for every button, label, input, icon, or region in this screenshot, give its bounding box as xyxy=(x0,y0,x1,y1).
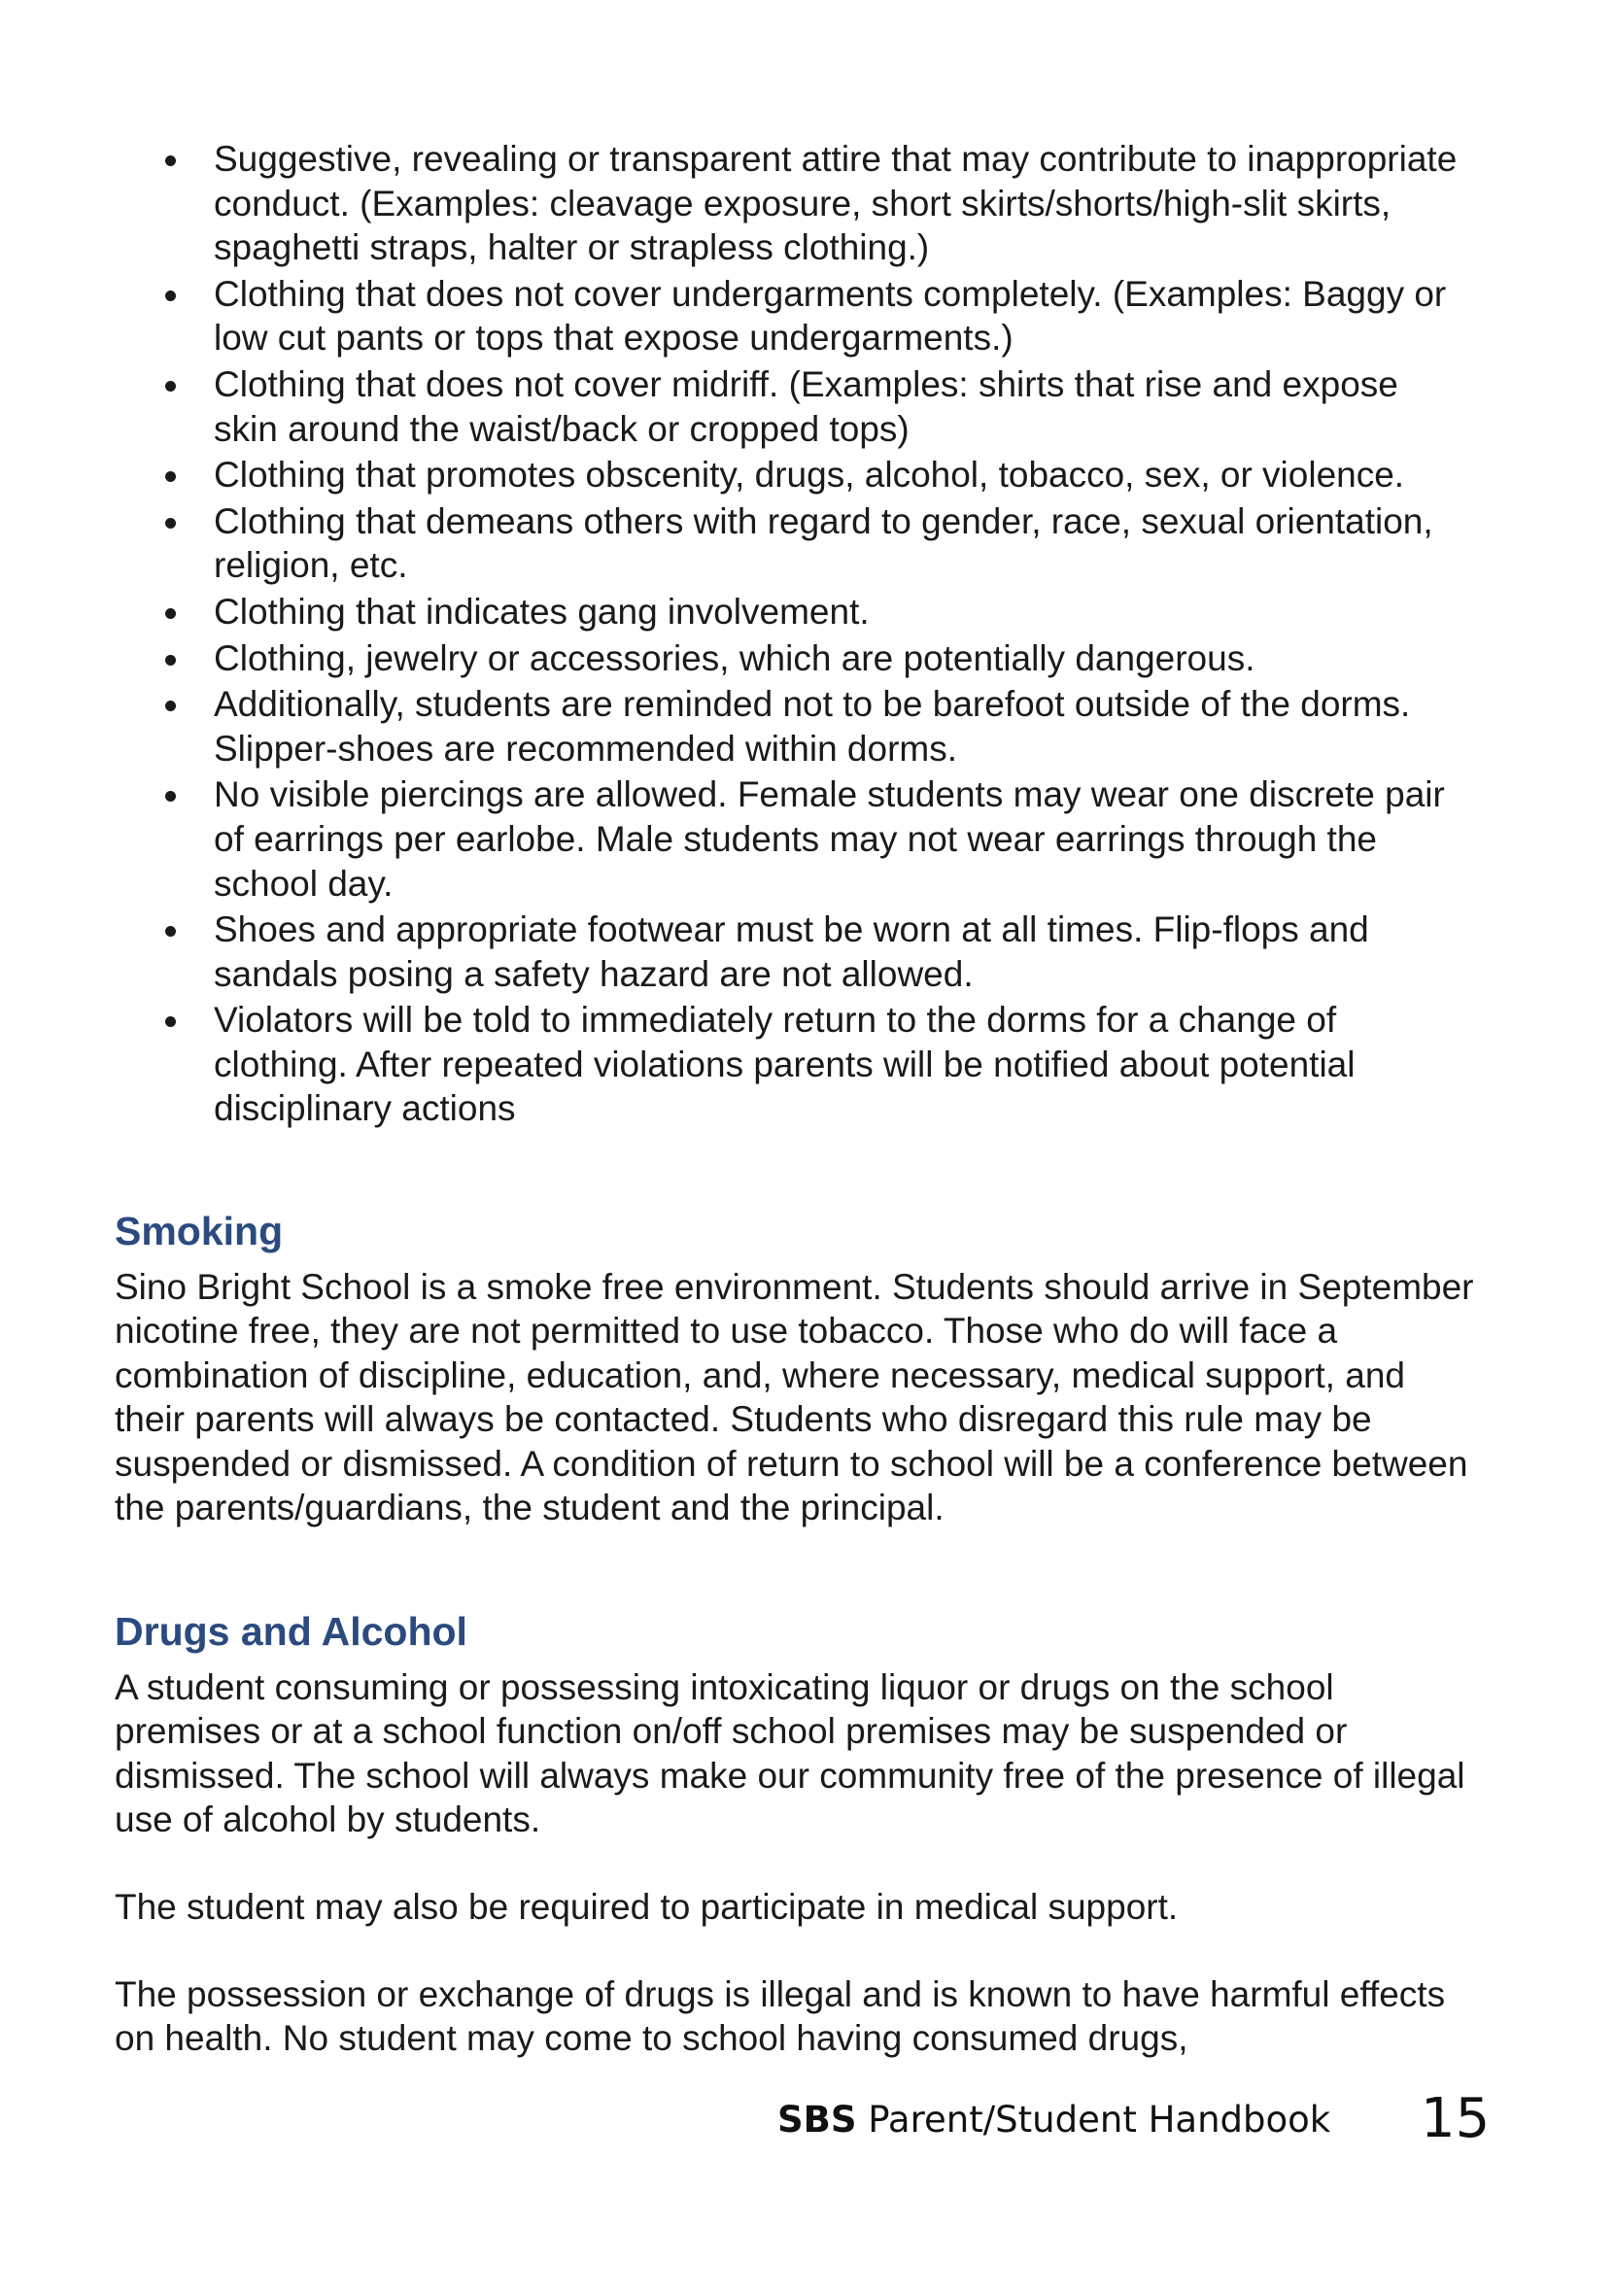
bullet-icon xyxy=(165,655,176,666)
page-number: 15 xyxy=(1421,2087,1491,2150)
bullet-icon xyxy=(165,926,176,937)
list-item-text: Shoes and appropriate footwear must be worn at all times. Flip-flops and sandals posing a safety hazard are not allowed. xyxy=(214,909,1369,994)
list-item-text: Clothing that indicates gang involvement. xyxy=(214,591,870,632)
drugs-paragraph-1: A student consuming or possessing intoxicating liquor or drugs on the school premises or at a school function on/off school premises may be suspended or dismissed. The school will always make our community free of the presence of illegal use of alcohol by students. xyxy=(115,1667,1465,1840)
smoking-heading: Smoking xyxy=(115,1209,284,1253)
list-item xyxy=(159,908,1461,996)
footer-abbreviation: SBS xyxy=(777,2099,857,2141)
dress-code-list xyxy=(159,137,1461,1133)
list-item xyxy=(159,362,1461,451)
list-item xyxy=(159,998,1461,1131)
list-item xyxy=(159,772,1461,906)
list-item-text: No visible piercings are allowed. Female students may wear one discrete pair of earrings per earlobe. Male students may not wear earrings through the school day. xyxy=(214,774,1445,904)
bullet-icon xyxy=(165,791,176,802)
bullet-icon xyxy=(165,701,176,711)
bullet-icon xyxy=(165,518,176,529)
bullet-icon xyxy=(165,291,176,301)
list-item-text: Clothing that does not cover undergarments completely. (Examples: Baggy or low cut pants or tops that expose undergarments.) xyxy=(214,273,1447,359)
list-item-text: Violators will be told to immediately return to the dorms for a change of clothing. After repeated violations parents will be notified about potential disciplinary actions xyxy=(214,1000,1356,1129)
list-item-text: Clothing that promotes obscenity, drugs, alcohol, tobacco, sex, or violence. xyxy=(214,455,1405,496)
list-item xyxy=(159,499,1461,588)
list-item-text: Suggestive, revealing or transparent attire that may contribute to inappropriate conduct. (Examples: cleavage exposure, short skirts/shorts/high-slit skirts, spaghetti straps, halter or strapless clothing.) xyxy=(214,139,1458,268)
list-item xyxy=(159,682,1461,771)
footer-title xyxy=(777,2099,1330,2141)
drugs-heading: Drugs and Alcohol xyxy=(115,1609,467,1654)
list-item xyxy=(159,453,1461,497)
bullet-icon xyxy=(165,608,176,619)
footer-handbook-title: Parent/Student Handbook xyxy=(856,2099,1331,2141)
bullet-icon xyxy=(165,1016,176,1027)
drugs-paragraph-3: The possession or exchange of drugs is illegal and is known to have harmful effects on health. No student may come to school having consumed drugs, xyxy=(115,1974,1446,2059)
list-item-text: Clothing that demeans others with regard to gender, race, sexual orientation, religion, etc. xyxy=(214,500,1433,586)
smoking-paragraph: Sino Bright School is a smoke free environment. Students should arrive in September nicotine free, they are not permitted to use tobacco. Those who do will face a combination of discipline, education, and, where necessary, medical support, and their parents will always be contacted. Students who disregard this rule may be suspended or dismissed. A condition of return to school will be a conference between the parents/guardians, the student and the principal. xyxy=(115,1267,1474,1528)
bullet-icon xyxy=(165,155,176,166)
list-item xyxy=(159,137,1461,270)
list-item xyxy=(159,636,1461,681)
list-item xyxy=(159,590,1461,634)
list-item-text: Additionally, students are reminded not to be barefoot outside of the dorms. Slipper-shoes are recommended within dorms. xyxy=(214,684,1411,769)
list-item-text: Clothing that does not cover midriff. (Examples: shirts that rise and expose skin around the waist/back or cropped tops) xyxy=(214,363,1398,449)
list-item-text: Clothing, jewelry or accessories, which are potentially dangerous. xyxy=(214,637,1255,678)
drugs-paragraph-2: The student may also be required to participate in medical support. xyxy=(115,1887,1179,1927)
list-item xyxy=(159,272,1461,360)
bullet-icon xyxy=(165,471,176,482)
bullet-icon xyxy=(165,381,176,392)
